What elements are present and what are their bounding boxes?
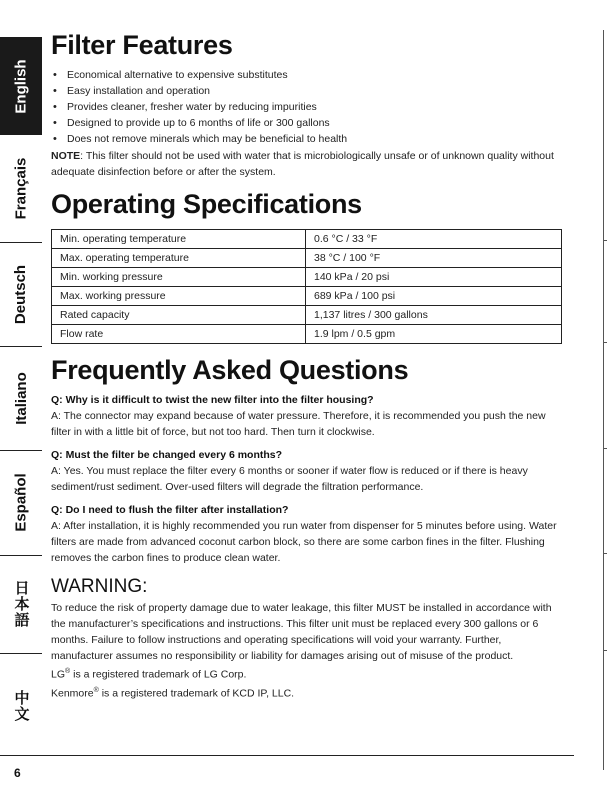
warning-text: To reduce the risk of property damage due to water leakage, this filter MUST be installed in accordance with the manufacturer’s specifications and instructions. This filter unit must be replaced every 300 gallons or 6 months. Failure to follow instructions and operating specifications will void your warranty. Further, manufacturer assumes no responsibility or liability for damages arising out of misuse of the product. [51, 602, 552, 662]
spec-value: 1,137 litres / 300 gallons [306, 306, 562, 325]
tab-label: Deutsch [12, 264, 30, 324]
tab-label: 日本語 [12, 580, 30, 628]
tab-label: 中文 [12, 690, 30, 722]
table-row [52, 287, 562, 306]
spec-label: Min. working pressure [52, 268, 306, 287]
trademark-brand: Kenmore [51, 687, 94, 699]
spec-label: Max. operating temperature [52, 249, 306, 268]
edge-tick [603, 448, 607, 449]
note-paragraph [51, 148, 563, 180]
edge-tick [603, 553, 607, 554]
trademark-brand: LG [51, 668, 66, 681]
tab-espanol[interactable] [0, 450, 42, 556]
tab-francais[interactable] [0, 135, 42, 243]
spec-value: 38 °C / 100 °F [306, 249, 562, 268]
table-row [52, 325, 562, 344]
tab-label: Español [12, 473, 30, 532]
note-label: NOTE [51, 150, 81, 162]
faq-item [51, 502, 563, 566]
note-text: : This filter should not be used with water that is microbiologically unsafe or of unknown quality without adequate disinfection before or after the system. [51, 150, 554, 178]
registered-mark: ® [65, 668, 71, 675]
page-number: 6 [14, 766, 21, 780]
faq-answer: A: The connector may expand because of water pressure. Therefore, it is recommended you push the new filter in with a little bit of force, but not too hard. Then turn it clockwise. [51, 410, 546, 438]
table-row [52, 249, 562, 268]
faq-answer: A: After installation, it is highly recommended you run water from dispenser for 5 minutes before using. Water filters are made from advanced coconut carbon block, so there are some carbon fines in the filter. Flushing removes the carbon fines to produce clean water. [51, 520, 557, 564]
faq-question: Q: Why is it difficult to twist the new filter into the filter housing? [51, 394, 374, 406]
spec-label: Rated capacity [52, 306, 306, 325]
tab-english[interactable] [0, 37, 42, 135]
tab-japanese[interactable] [0, 555, 42, 654]
feature-list [51, 67, 563, 147]
spec-value: 0.6 °C / 33 °F [306, 230, 562, 249]
faq-answer: A: Yes. You must replace the filter every 6 months or sooner if water flow is reduced or if there is heavy sediment/rust sediment. Over-used filters will degrade the filtration performance. [51, 465, 528, 493]
tab-label: Italiano [12, 371, 30, 425]
faq-heading: Frequently Asked Questions [51, 355, 409, 385]
table-row [52, 268, 562, 287]
faq-question: Q: Do I need to flush the filter after installation? [51, 504, 289, 516]
registered-mark: ® [93, 686, 99, 694]
spec-value: 1.9 lpm / 0.5 gpm [306, 325, 562, 344]
trademark-line [51, 683, 563, 702]
edge-tick [603, 240, 607, 241]
table-row [52, 306, 562, 325]
table-row [52, 230, 562, 249]
faq-item [51, 447, 563, 495]
edge-tick [603, 650, 607, 651]
feature-item: • Easy installation and operation [51, 83, 563, 99]
spec-value: 140 kPa / 20 psi [306, 268, 562, 287]
adjacent-page-edge [603, 30, 604, 770]
tab-label: English [12, 58, 30, 114]
spec-value: 689 kPa / 100 psi [306, 287, 562, 306]
spec-label: Min. operating temperature [52, 230, 306, 249]
warning-heading: WARNING: [51, 576, 148, 597]
trademark-line [51, 664, 563, 683]
tab-label: Français [12, 157, 30, 220]
page-content [51, 30, 563, 701]
footer-divider [0, 755, 574, 756]
feature-item: • Does not remove minerals which may be beneficial to health [51, 131, 563, 147]
trademark-text: is a registered trademark of KCD IP, LLC. [98, 687, 295, 699]
spec-label: Flow rate [52, 325, 306, 344]
tab-italiano[interactable] [0, 346, 42, 451]
feature-item: • Provides cleaner, fresher water by reducing impurities [51, 99, 563, 115]
feature-item: • Designed to provide up to 6 months of life or 300 gallons [51, 115, 563, 131]
operating-specifications-heading: Operating Specifications [51, 189, 362, 219]
spec-label: Max. working pressure [52, 287, 306, 306]
filter-features-heading: Filter Features [51, 30, 233, 60]
faq-question: Q: Must the filter be changed every 6 months? [51, 449, 283, 461]
tab-chinese[interactable] [0, 653, 42, 759]
trademark-text: is a registered trademark of LG Corp. [70, 668, 247, 681]
edge-tick [603, 342, 607, 343]
tab-deutsch[interactable] [0, 242, 42, 347]
specifications-table [51, 229, 562, 344]
feature-item: • Economical alternative to expensive substitutes [51, 67, 563, 83]
faq-item [51, 392, 563, 440]
